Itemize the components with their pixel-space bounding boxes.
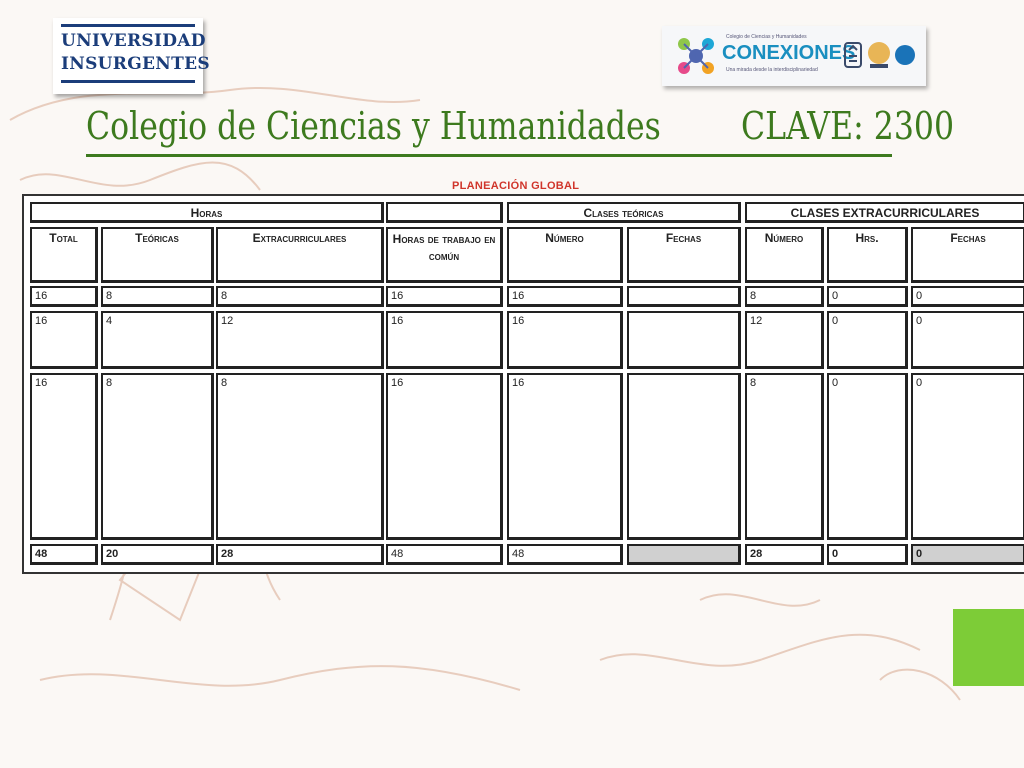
table-cell bbox=[627, 311, 741, 369]
table-cell: 8 bbox=[745, 286, 824, 307]
table-cell: 16 bbox=[386, 311, 503, 369]
total-cell: 28 bbox=[745, 544, 824, 565]
table-title: PLANEACIÓN GLOBAL bbox=[452, 180, 580, 192]
cch-50-anniversary-icon bbox=[866, 40, 892, 70]
logo-line-2: INSURGENTES bbox=[61, 54, 210, 74]
total-cell: 28 bbox=[216, 544, 384, 565]
table-cell: 16 bbox=[30, 373, 98, 540]
table-cell bbox=[627, 373, 741, 540]
table-cell: 8 bbox=[216, 286, 384, 307]
table-cell: 16 bbox=[30, 311, 98, 369]
green-accent-square bbox=[953, 609, 1024, 686]
conexiones-wordmark: CONEXIONES bbox=[722, 42, 856, 64]
table-cell: 16 bbox=[507, 311, 623, 369]
page-title: Colegio de Ciencias y Humanidades CLAVE: 2300 bbox=[86, 104, 955, 148]
total-cell: 20 bbox=[101, 544, 214, 565]
col-header-horas-trabajo-comun: Horas de trabajo en común bbox=[386, 227, 503, 283]
table-cell: 0 bbox=[911, 373, 1024, 540]
col-header-numero: Número bbox=[507, 227, 623, 283]
table-cell: 0 bbox=[911, 311, 1024, 369]
table-cell: 8 bbox=[101, 373, 214, 540]
col-header-fechas: Fechas bbox=[627, 227, 741, 283]
table-cell: 4 bbox=[101, 311, 214, 369]
title-underline bbox=[86, 154, 892, 157]
group-header-horas: Horas bbox=[30, 202, 384, 223]
table-cell: 16 bbox=[30, 286, 98, 307]
conexiones-tagline: Una mirada desde la interdisciplinariedad bbox=[726, 67, 818, 73]
table-cell: 12 bbox=[745, 311, 824, 369]
table-cell: 12 bbox=[216, 311, 384, 369]
col-header-teoricas: Teóricas bbox=[101, 227, 214, 283]
total-cell-shaded bbox=[627, 544, 741, 565]
total-cell: 0 bbox=[827, 544, 908, 565]
total-cell-shaded: 0 bbox=[911, 544, 1024, 565]
group-header-clases-extracurriculares: CLASES EXTRACURRICULARES bbox=[745, 202, 1024, 223]
total-cell: 48 bbox=[507, 544, 623, 565]
table-cell: 0 bbox=[827, 373, 908, 540]
col-header-hrs: Hrs. bbox=[827, 227, 908, 283]
col-header-fechas-extra: Fechas bbox=[911, 227, 1024, 283]
table-cell: 16 bbox=[507, 286, 623, 307]
universidad-insurgentes-logo bbox=[53, 18, 210, 94]
planeacion-global-table bbox=[22, 194, 1024, 574]
table-cell: 0 bbox=[827, 286, 908, 307]
unam-seal-icon bbox=[844, 42, 862, 68]
conexiones-small-text: Colegio de Ciencias y Humanidades bbox=[726, 34, 807, 40]
total-cell: 48 bbox=[30, 544, 98, 565]
si-badge-icon bbox=[894, 44, 916, 66]
table-cell bbox=[627, 286, 741, 307]
table-cell: 0 bbox=[827, 311, 908, 369]
table-cell: 0 bbox=[911, 286, 1024, 307]
col-header-numero-extra: Número bbox=[745, 227, 824, 283]
group-header-blank bbox=[386, 202, 503, 223]
table-cell: 8 bbox=[745, 373, 824, 540]
logo-line-1: UNIVERSIDAD bbox=[61, 31, 206, 51]
total-cell: 48 bbox=[386, 544, 503, 565]
col-header-extracurriculares: Extracurriculares bbox=[216, 227, 384, 283]
table-cell: 8 bbox=[216, 373, 384, 540]
table-cell: 16 bbox=[507, 373, 623, 540]
col-header-total: Total bbox=[30, 227, 98, 283]
table-cell: 8 bbox=[101, 286, 214, 307]
conexiones-molecule-icon bbox=[672, 32, 720, 80]
group-header-clases-teoricas: Clases teóricas bbox=[507, 202, 741, 223]
table-cell: 16 bbox=[386, 286, 503, 307]
table-cell: 16 bbox=[386, 373, 503, 540]
conexiones-logo bbox=[662, 26, 926, 86]
